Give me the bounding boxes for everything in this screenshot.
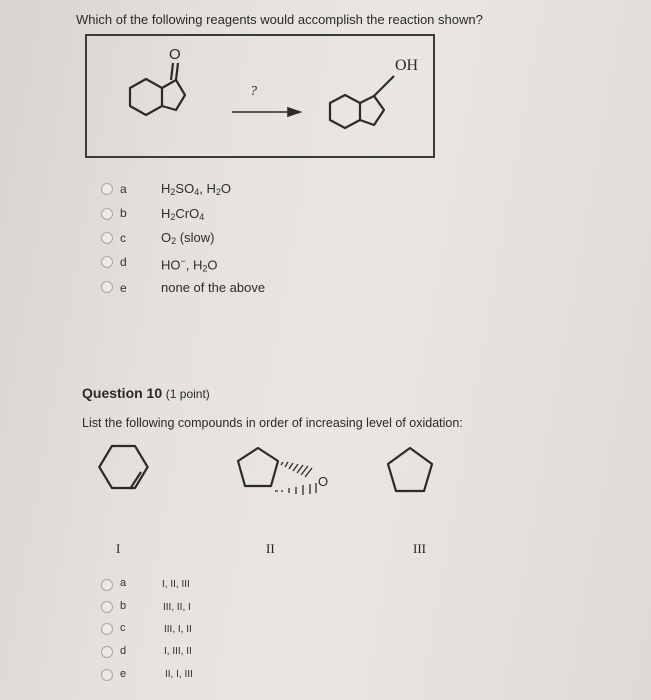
option-e-text: none of the above [161, 280, 266, 295]
option-b-text: $H_2CrO_4$ [161, 206, 205, 222]
option-d-text: HO−, $H_2O$ [161, 256, 218, 274]
option-d-letter: d [120, 255, 127, 269]
option-b-radio[interactable] [101, 208, 113, 220]
reaction-scheme-box [85, 34, 435, 158]
question-10-points: (1 point) [165, 387, 210, 401]
compound-label-iii: III [413, 541, 426, 556]
q10-option-e-radio[interactable] [101, 669, 113, 681]
q10-option-e-letter: e [120, 668, 127, 680]
option-a-radio[interactable] [101, 183, 113, 195]
q10-option-c-text: III, I, II [164, 624, 192, 635]
ketone-oxygen-label: O [169, 46, 181, 63]
option-a-letter: a [120, 182, 127, 196]
q10-option-d-radio[interactable] [101, 646, 113, 658]
option-b-letter: b [120, 206, 127, 220]
q10-option-c-letter: c [120, 622, 126, 634]
q10-option-b-text: III, II, I [163, 602, 191, 613]
question-10-prompt: List the following compounds in order of increasing level of oxidation: [82, 416, 463, 430]
epoxide-oxygen-label: O [318, 474, 329, 489]
q10-option-b-radio[interactable] [101, 601, 113, 613]
option-d-radio[interactable] [101, 256, 113, 268]
q10-option-d-text: I, III, II [164, 646, 192, 657]
cyclopentane-epoxide [238, 448, 278, 486]
q10-option-b-letter: b [120, 600, 127, 612]
cyclopentane [388, 448, 432, 491]
option-e-radio[interactable] [101, 281, 113, 293]
q10-option-e-text: II, I, III [165, 669, 193, 680]
question-10-heading [82, 385, 210, 401]
reaction-arrow-label: ? [250, 84, 257, 99]
compound-label-i: I [116, 541, 121, 556]
question-9-prompt: Which of the following reagents would accomplish the reaction shown? [76, 12, 483, 27]
cyclohexene [99, 446, 147, 488]
q10-option-a-text: I, II, III [162, 579, 190, 590]
q10-option-a-radio[interactable] [101, 579, 113, 591]
product-oh-label: OH [395, 57, 419, 74]
q10-option-d-letter: d [120, 645, 127, 657]
option-c-letter: c [120, 231, 126, 245]
option-a-text: $H_2SO_4$, $H_2O$ [161, 181, 231, 197]
question-10-title: Question 10 [82, 385, 163, 401]
option-c-radio[interactable] [101, 232, 113, 244]
q10-option-a-letter: a [120, 577, 127, 589]
option-c-text: $O_2$ (slow) [161, 230, 215, 246]
option-e-letter: e [120, 281, 127, 295]
q10-option-c-radio[interactable] [101, 623, 113, 635]
compound-label-ii: II [266, 541, 275, 556]
